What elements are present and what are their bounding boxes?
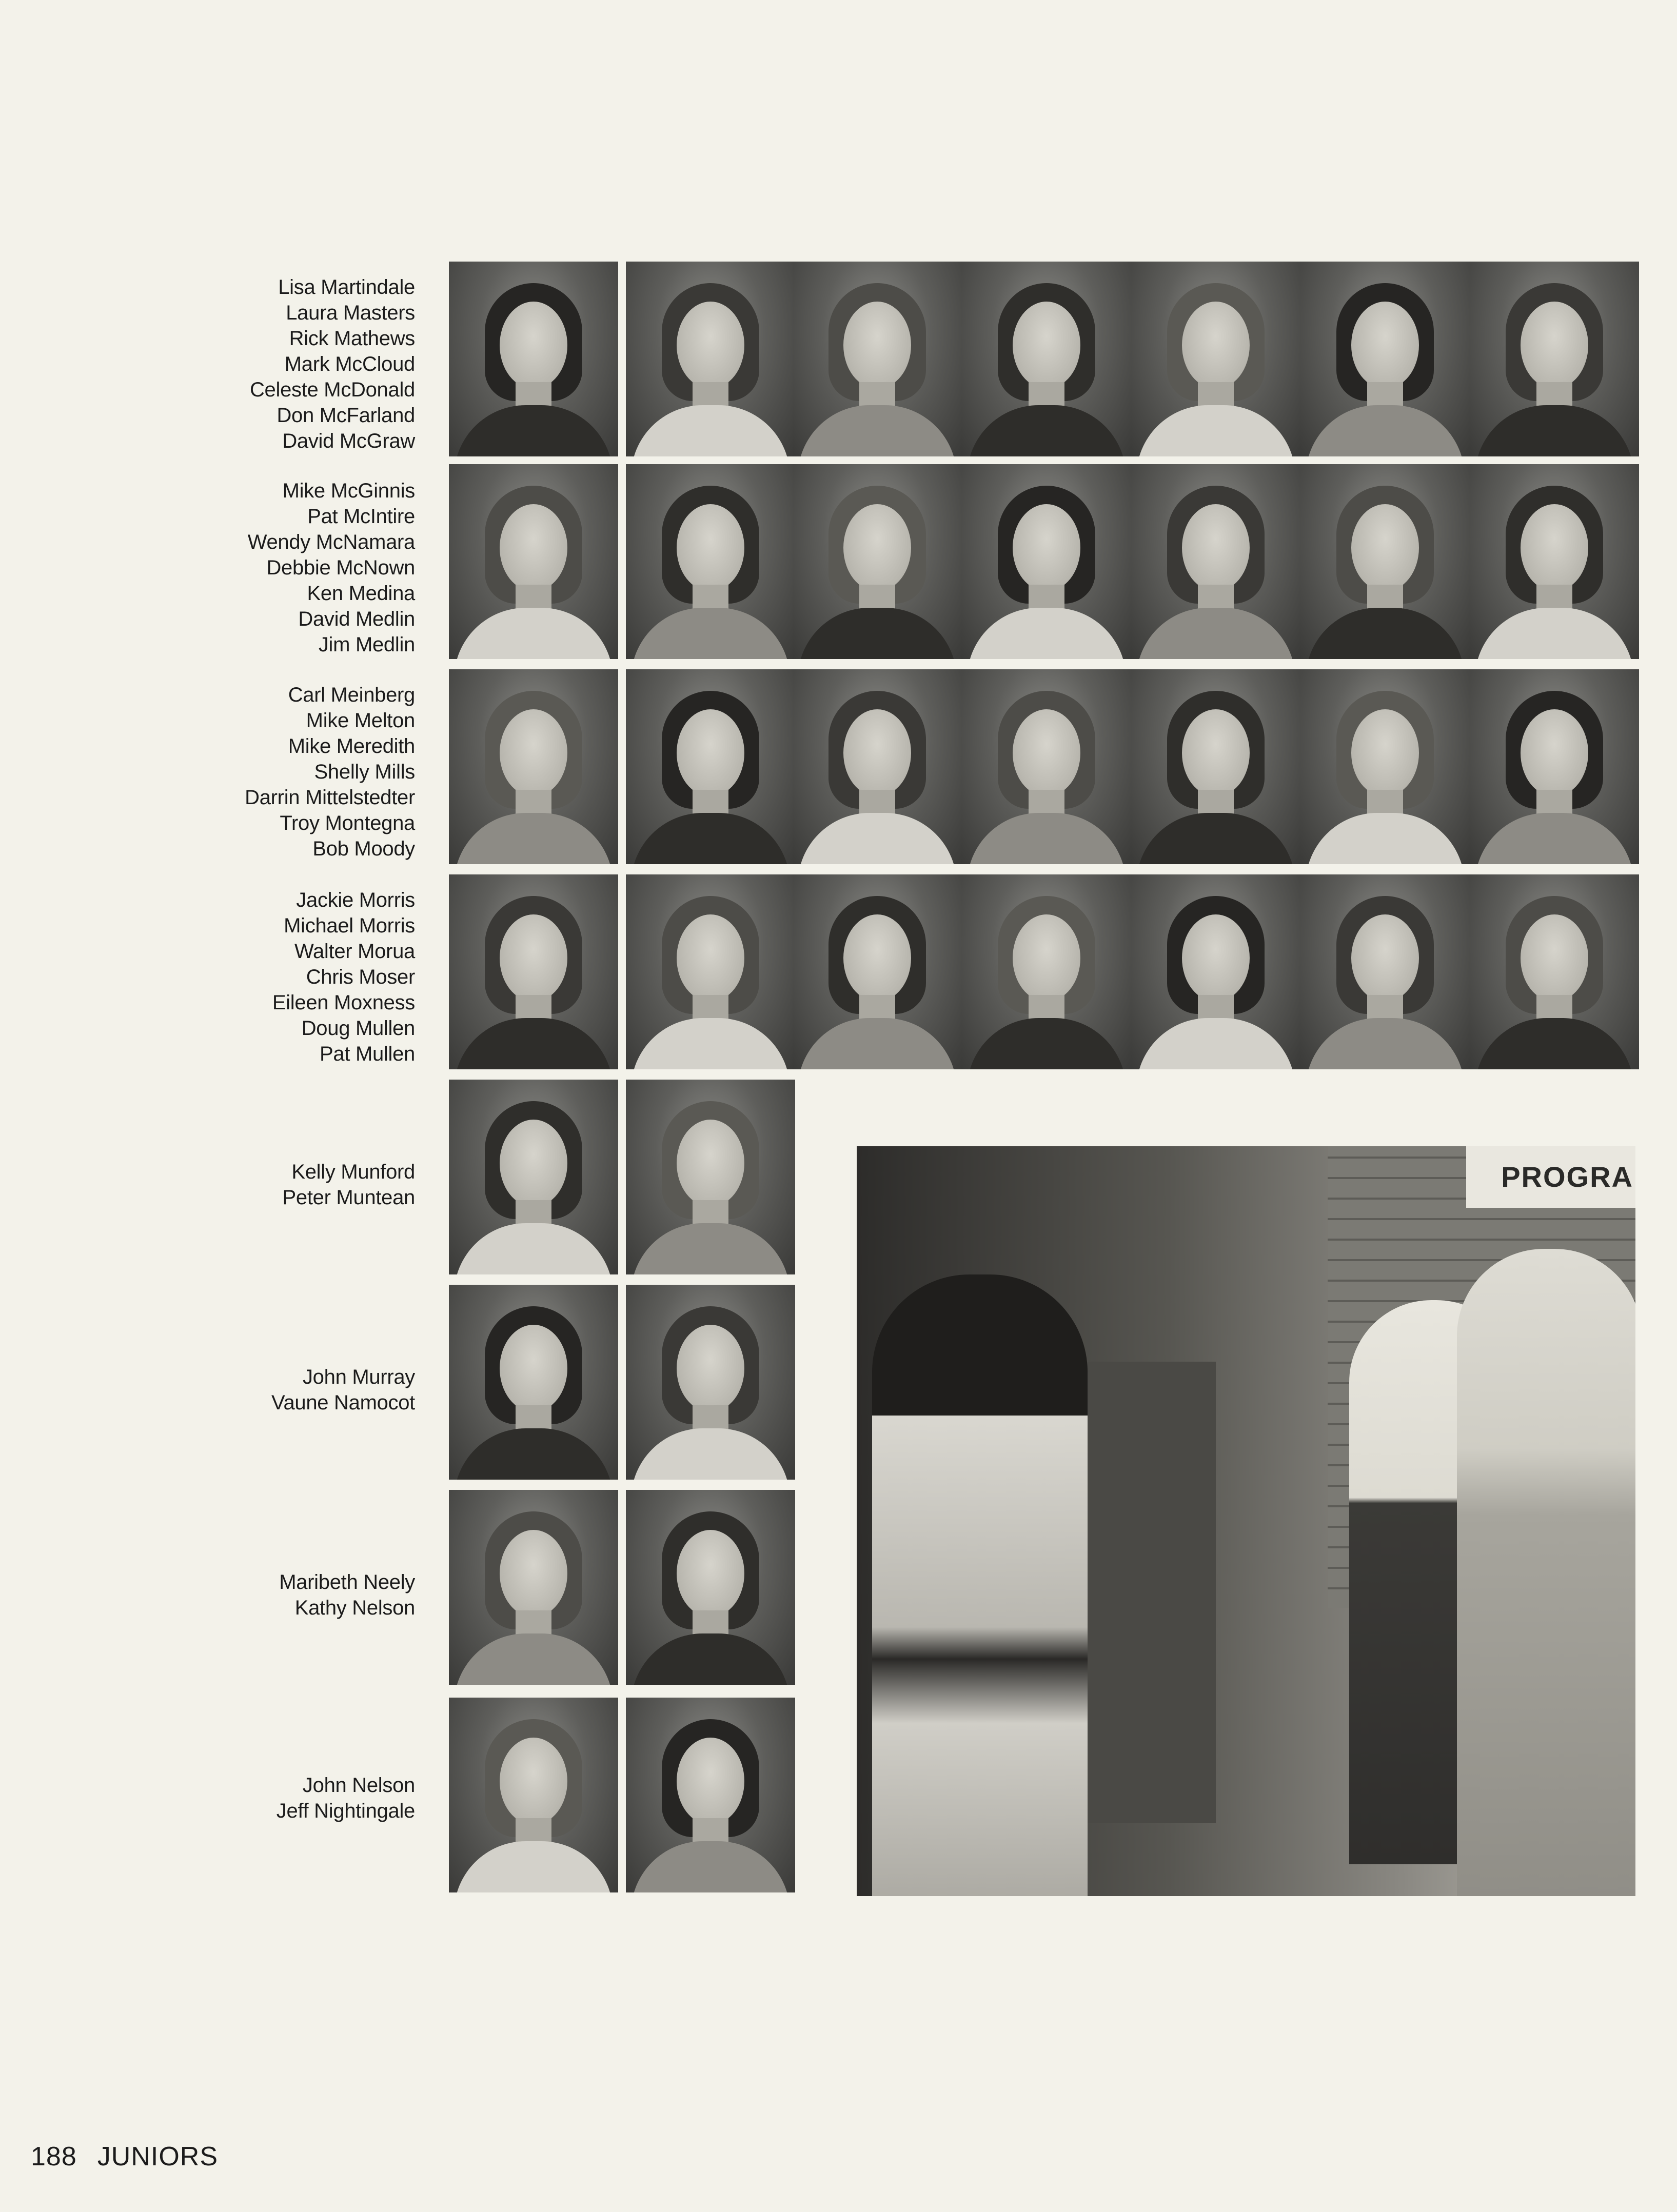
- student-portrait: [449, 669, 618, 864]
- student-portrait: [1131, 262, 1300, 456]
- student-name: Lisa Martindale: [278, 276, 415, 298]
- portrait-face: [677, 1120, 744, 1207]
- portrait-face: [843, 302, 911, 389]
- student-portrait: [626, 1080, 795, 1274]
- student-portrait: [793, 669, 962, 864]
- portrait-face: [1013, 302, 1080, 389]
- portrait-shirt: [454, 1223, 613, 1274]
- student-name: Bob Moody: [312, 838, 415, 860]
- portrait-shirt: [1475, 405, 1634, 456]
- girl-figure: [1457, 1249, 1635, 1896]
- student-portrait: [1131, 669, 1300, 864]
- portrait-face: [1351, 914, 1419, 1002]
- student-portrait: [449, 1698, 618, 1892]
- candid-photo: [857, 1146, 1635, 1896]
- student-portrait: [626, 1698, 795, 1892]
- section-title: JUNIORS: [97, 2142, 219, 2171]
- student-portrait: [1300, 464, 1470, 659]
- portrait-shirt: [1475, 813, 1634, 864]
- portrait-face: [500, 1120, 567, 1207]
- portrait-shirt: [798, 1018, 957, 1069]
- page-number: 188: [31, 2142, 77, 2171]
- student-name: Eileen Moxness: [272, 991, 415, 1014]
- student-portrait: [449, 262, 618, 456]
- portrait-face: [500, 504, 567, 591]
- student-portrait: [793, 874, 962, 1069]
- portrait-face: [1182, 914, 1250, 1002]
- portrait-face: [1521, 504, 1588, 591]
- portrait-face: [677, 1530, 744, 1617]
- name-group-5: [148, 1159, 415, 1210]
- portrait-face: [843, 709, 911, 796]
- portrait-face: [1351, 709, 1419, 796]
- portrait-face: [1182, 504, 1250, 591]
- student-name: Doug Mullen: [301, 1017, 415, 1040]
- portrait-face: [677, 709, 744, 796]
- student-name: Troy Montegna: [280, 812, 415, 834]
- student-name: Maribeth Neely: [279, 1571, 415, 1593]
- student-name: Debbie McNown: [266, 556, 415, 579]
- student-name: Michael Morris: [284, 914, 415, 937]
- portrait-face: [843, 914, 911, 1002]
- student-name: Vaune Namocot: [271, 1391, 415, 1414]
- portrait-face: [843, 504, 911, 591]
- student-name: Jeff Nightingale: [276, 1800, 415, 1822]
- student-portrait: [626, 874, 795, 1069]
- student-portrait: [1131, 464, 1300, 659]
- portrait-shirt: [798, 405, 957, 456]
- portrait-shirt: [1306, 405, 1465, 456]
- portrait-shirt: [631, 405, 790, 456]
- portrait-face: [500, 1530, 567, 1617]
- portrait-shirt: [967, 405, 1126, 456]
- student-portrait: [449, 874, 618, 1069]
- portrait-shirt: [631, 1223, 790, 1274]
- portrait-shirt: [1306, 608, 1465, 659]
- portrait-shirt: [631, 1633, 790, 1685]
- name-group-2: [148, 478, 415, 657]
- student-name: Mike Meredith: [288, 735, 415, 758]
- portrait-face: [677, 302, 744, 389]
- student-name: Mike McGinnis: [282, 480, 415, 502]
- name-group-4: [148, 887, 415, 1067]
- portrait-face: [500, 1325, 567, 1412]
- portrait-shirt: [967, 1018, 1126, 1069]
- portrait-face: [1521, 914, 1588, 1002]
- portrait-face: [500, 1738, 567, 1825]
- student-name: Wendy McNamara: [247, 531, 415, 553]
- portrait-shirt: [1306, 1018, 1465, 1069]
- portrait-shirt: [454, 813, 613, 864]
- student-portrait: [962, 464, 1131, 659]
- student-name: Mark McCloud: [284, 353, 415, 375]
- portrait-face: [1351, 504, 1419, 591]
- portrait-shirt: [631, 1018, 790, 1069]
- name-group-7: [148, 1569, 415, 1621]
- student-portrait: [1300, 874, 1470, 1069]
- student-portrait: [962, 669, 1131, 864]
- name-group-3: [148, 682, 415, 862]
- portrait-shirt: [1136, 608, 1295, 659]
- page-footer: [31, 2141, 218, 2172]
- portrait-face: [1182, 709, 1250, 796]
- portrait-shirt: [454, 405, 613, 456]
- portrait-shirt: [1475, 608, 1634, 659]
- portrait-face: [1521, 302, 1588, 389]
- portrait-face: [1182, 302, 1250, 389]
- portrait-shirt: [967, 813, 1126, 864]
- student-portrait: [1470, 464, 1639, 659]
- portrait-shirt: [1306, 813, 1465, 864]
- portrait-shirt: [1136, 405, 1295, 456]
- student-name: Mike Melton: [306, 709, 415, 732]
- student-portrait: [626, 669, 795, 864]
- name-group-6: [148, 1364, 415, 1416]
- student-name: Rick Mathews: [289, 327, 415, 350]
- student-name: Kathy Nelson: [294, 1597, 415, 1619]
- portrait-shirt: [798, 608, 957, 659]
- student-name: Pat McIntire: [307, 505, 415, 528]
- student-name: Kelly Munford: [291, 1161, 415, 1183]
- name-group-8: [148, 1772, 415, 1824]
- student-portrait: [449, 464, 618, 659]
- portrait-shirt: [967, 608, 1126, 659]
- student-portrait: [1300, 669, 1470, 864]
- name-group-1: [148, 274, 415, 454]
- portrait-face: [500, 914, 567, 1002]
- portrait-face: [677, 1325, 744, 1412]
- portrait-face: [677, 914, 744, 1002]
- student-name: Pat Mullen: [320, 1043, 415, 1065]
- student-name: Walter Morua: [294, 940, 415, 963]
- student-name: Darrin Mittelstedter: [245, 786, 415, 809]
- student-name: Shelly Mills: [314, 761, 415, 783]
- portrait-face: [1013, 709, 1080, 796]
- student-portrait: [626, 464, 795, 659]
- student-portrait: [1470, 669, 1639, 864]
- student-portrait: [449, 1080, 618, 1274]
- student-portrait: [626, 1285, 795, 1480]
- student-portrait: [793, 464, 962, 659]
- portrait-shirt: [454, 1018, 613, 1069]
- portrait-shirt: [1475, 1018, 1634, 1069]
- program-sign: PROGRA: [1466, 1146, 1635, 1208]
- student-portrait: [626, 262, 795, 456]
- student-portrait: [1300, 262, 1470, 456]
- student-portrait: [626, 1490, 795, 1685]
- student-name: David McGraw: [282, 430, 415, 452]
- portrait-shirt: [631, 813, 790, 864]
- portrait-face: [677, 504, 744, 591]
- portrait-face: [500, 302, 567, 389]
- student-name: Celeste McDonald: [249, 378, 415, 401]
- portrait-shirt: [454, 608, 613, 659]
- portrait-shirt: [798, 813, 957, 864]
- student-name: Laura Masters: [286, 302, 415, 324]
- student-name: Jackie Morris: [296, 889, 415, 911]
- portrait-shirt: [631, 608, 790, 659]
- student-name: David Medlin: [298, 608, 415, 630]
- student-portrait: [962, 262, 1131, 456]
- student-name: Don McFarland: [277, 404, 415, 427]
- portrait-shirt: [631, 1428, 790, 1480]
- student-name: John Nelson: [302, 1774, 415, 1797]
- portrait-face: [1013, 504, 1080, 591]
- student-portrait: [962, 874, 1131, 1069]
- portrait-face: [1013, 914, 1080, 1002]
- portrait-face: [677, 1738, 744, 1825]
- student-portrait: [1470, 874, 1639, 1069]
- student-name: Chris Moser: [306, 966, 415, 988]
- portrait-shirt: [454, 1428, 613, 1480]
- student-name: Ken Medina: [307, 582, 415, 605]
- student-portrait: [449, 1490, 618, 1685]
- portrait-face: [1521, 709, 1588, 796]
- student-name: Peter Muntean: [282, 1186, 415, 1209]
- portrait-face: [500, 709, 567, 796]
- student-portrait: [1131, 874, 1300, 1069]
- portrait-face: [1351, 302, 1419, 389]
- portrait-shirt: [454, 1841, 613, 1892]
- student-name: John Murray: [302, 1366, 415, 1388]
- student-name: Jim Medlin: [318, 633, 415, 656]
- student-name: Carl Meinberg: [288, 684, 415, 706]
- student-portrait: [449, 1285, 618, 1480]
- portrait-shirt: [631, 1841, 790, 1892]
- portrait-shirt: [1136, 1018, 1295, 1069]
- student-portrait: [793, 262, 962, 456]
- portrait-shirt: [1136, 813, 1295, 864]
- student-portrait: [1470, 262, 1639, 456]
- portrait-shirt: [454, 1633, 613, 1685]
- boy-figure: [872, 1274, 1088, 1896]
